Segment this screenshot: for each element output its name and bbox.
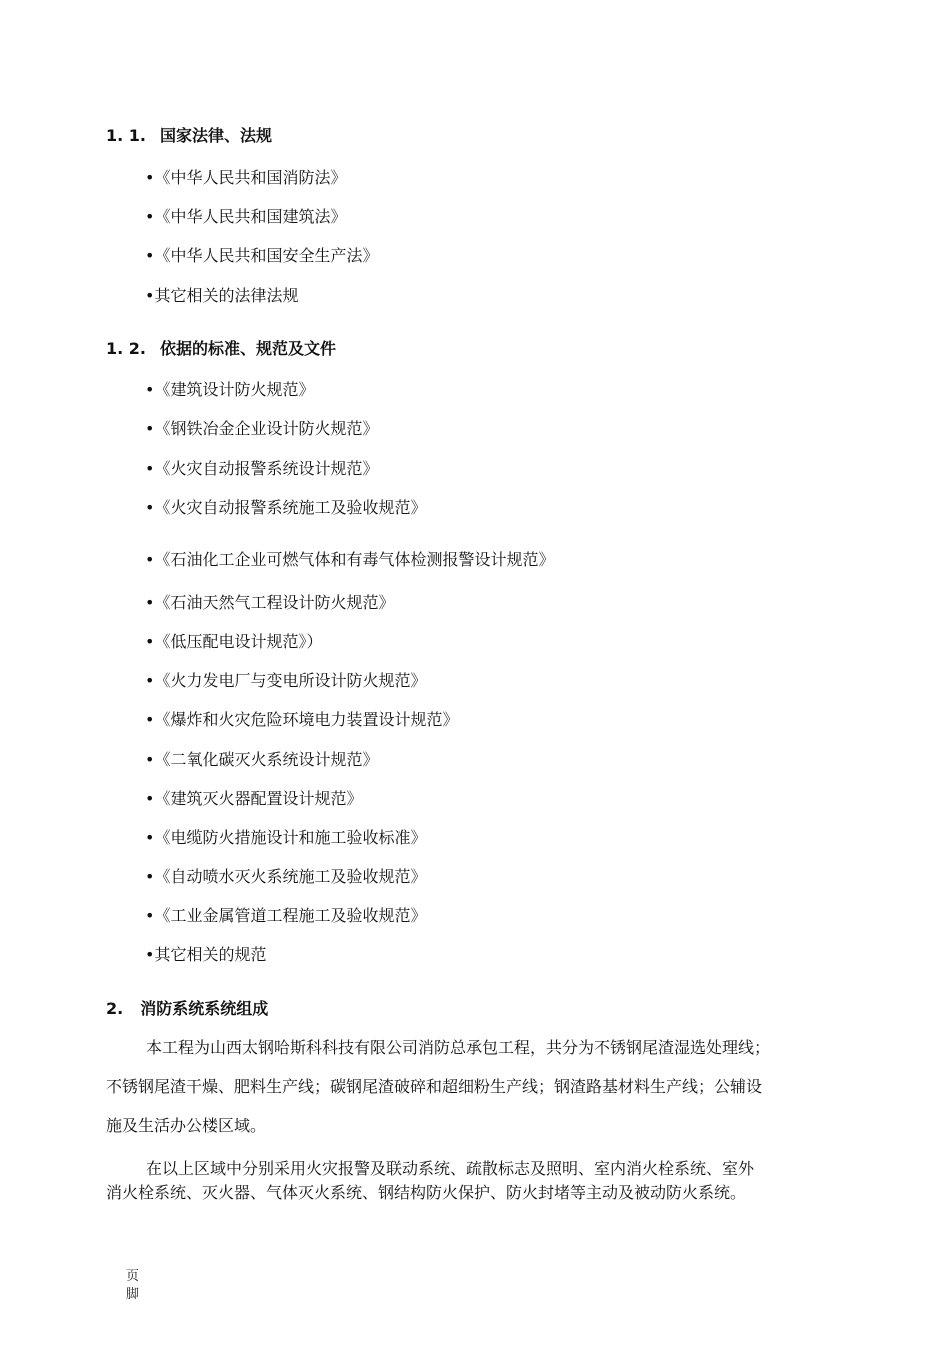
paragraph-line: 在以上区域中分别采用火灾报警及联动系统、疏散标志及照明、室内消火栓系统、室外 (146, 1159, 755, 1178)
section-number: 1. 1. (106, 126, 146, 145)
paragraph-line: 施及生活办公楼区域。 (106, 1116, 267, 1135)
footer-char: 页 (126, 1269, 140, 1284)
page-footer (126, 1268, 142, 1304)
section-number: 2. (106, 999, 124, 1018)
section-title: 国家法律、法规 (160, 126, 273, 145)
list-item: •《石油天然气工程设计防火规范》 (145, 593, 395, 612)
list-item: •《建筑灭火器配置设计规范》 (145, 789, 363, 808)
list-item: •《石油化工企业可燃气体和有毒气体检测报警设计规范》 (145, 550, 555, 569)
list-item: •《中华人民共和国安全生产法》 (145, 246, 379, 265)
section-title: 依据的标准、规范及文件 (160, 339, 337, 358)
section-heading-1-2 (106, 336, 336, 359)
list-item: •其它相关的法律法规 (145, 286, 299, 305)
section-title: 消防系统系统组成 (140, 999, 269, 1018)
section-heading-2 (106, 996, 268, 1019)
list-item: •《电缆防火措施设计和施工验收标准》 (145, 828, 427, 847)
list-item: •《火灾自动报警系统设计规范》 (145, 459, 379, 478)
list-item: •《火力发电厂与变电所设计防火规范》 (145, 671, 427, 690)
list-item: •《建筑设计防火规范》 (145, 380, 315, 399)
list-item: •《中华人民共和国消防法》 (145, 168, 347, 187)
list-item: •《中华人民共和国建筑法》 (145, 207, 347, 226)
list-item: •《二氧化碳灭火系统设计规范》 (145, 750, 379, 769)
list-item: •《爆炸和火灾危险环境电力装置设计规范》 (145, 710, 459, 729)
paragraph-line: 本工程为山西太钢哈斯科科技有限公司消防总承包工程，共分为不锈钢尾渣湿选处理线； (146, 1038, 771, 1057)
paragraph-line: 不锈钢尾渣干燥、肥料生产线；碳钢尾渣破碎和超细粉生产线；钢渣路基材料生产线；公辅设 (106, 1077, 763, 1096)
list-item: •《低压配电设计规范》） (145, 632, 323, 651)
footer-char: 脚 (126, 1287, 140, 1302)
paragraph-line: 消火栓系统、灭火器、气体灭火系统、钢结构防火保护、防火封堵等主动及被动防火系统。 (106, 1183, 747, 1202)
section-heading-1-1 (106, 123, 272, 146)
list-item: •其它相关的规范 (145, 945, 267, 964)
list-item: •《工业金属管道工程施工及验收规范》 (145, 906, 427, 925)
section-number: 1. 2. (106, 339, 146, 358)
list-item: •《自动喷水灭火系统施工及验收规范》 (145, 867, 427, 886)
list-item: •《钢铁冶金企业设计防火规范》 (145, 419, 379, 438)
list-item: •《火灾自动报警系统施工及验收规范》 (145, 498, 427, 517)
